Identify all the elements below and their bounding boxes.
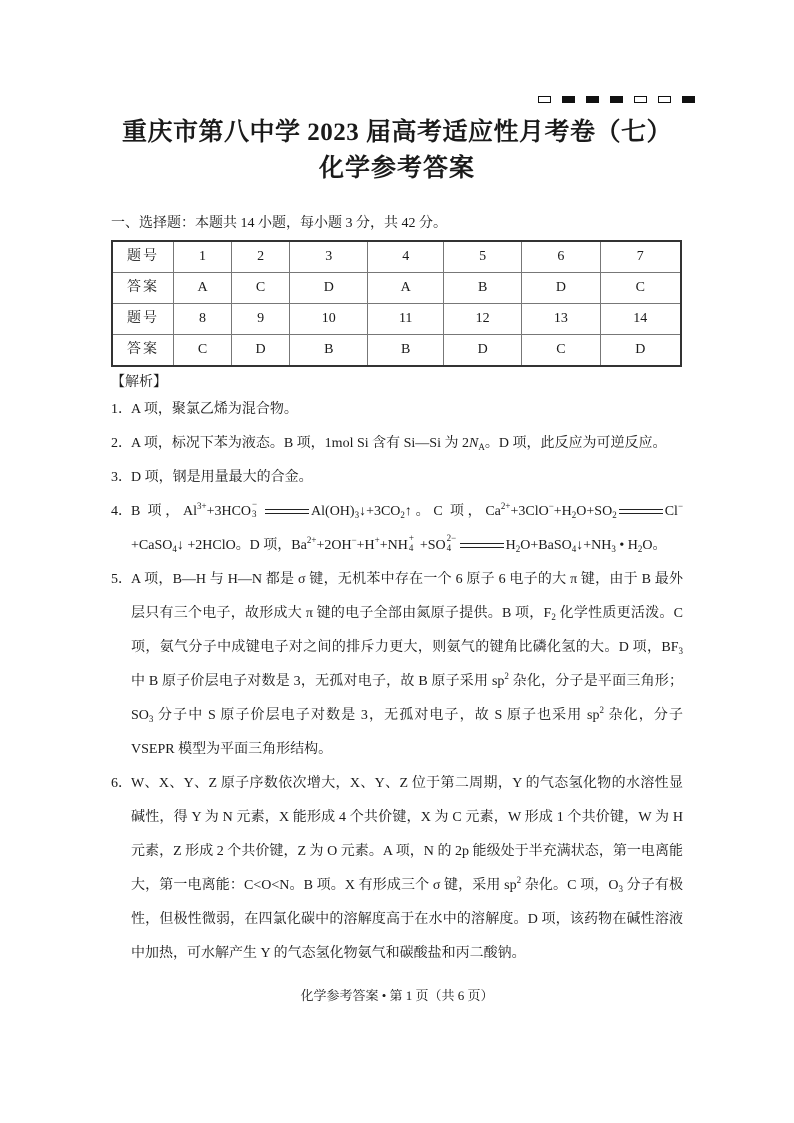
empty-square-mark [538, 96, 551, 103]
filled-square-mark [562, 96, 575, 103]
superscript: 2+ [500, 501, 511, 511]
item-text: O+BaSO [520, 538, 572, 553]
item-text: ↓ +2HClO。D 项，Ba [176, 538, 307, 553]
analysis-item [111, 393, 683, 427]
superscript: − [548, 501, 554, 511]
page-title: 重庆市第八中学 2023 届高考适应性月考卷（七） [121, 119, 672, 146]
equals-sign [265, 509, 309, 514]
subscript: A [478, 442, 485, 452]
item-text: +3ClO [510, 504, 549, 519]
item-text: ↓+3CO [359, 504, 401, 519]
item-text: 分子有极性，但极性微弱，在四氯化碳中的溶解度高于在水中的溶解度。D 项，该药物在碱性溶液中加热，可水解产生 Y 的气态氢化物氨气和碳酸盐和丙二酸钠。 [131, 878, 684, 961]
item-number: 3． [111, 470, 132, 485]
superscript: − [252, 499, 258, 509]
item-text: A 项，聚氯乙烯为混合物。 [131, 402, 298, 417]
table-cell: 9 [232, 304, 290, 335]
subscript: 2 [571, 510, 577, 520]
item-text: 分子中 S 原子价层电子对数是 3，无孤对电子，故 S 原子也采用 sp [153, 708, 600, 723]
subscript: 3 [678, 646, 683, 656]
header-marks [111, 94, 695, 106]
item-text: A 项，标况下苯为液态。B 项，1mol Si 含有 Si—Si 为 2 [131, 436, 469, 451]
table-cell: A [174, 273, 232, 304]
sub-sup-script [251, 499, 263, 519]
sub-sup-script [408, 533, 420, 553]
superscript: + [408, 533, 414, 543]
equals-sign [460, 543, 504, 548]
subscript: 3 [354, 510, 360, 520]
filled-square-mark [682, 96, 695, 103]
row-label: 题号 [112, 304, 174, 335]
subscript: 4 [408, 543, 414, 553]
table-cell: A [368, 273, 444, 304]
subscript: 2 [551, 612, 556, 622]
item-text: A 项，B—H 与 H—N 都是 σ 键，无机苯中存在一个 6 原子 6 电子的大 π 键，由于 B 最外层只有三个电子，故形成大 π 键的电子全部由氮原子提供。B 项，F [131, 572, 683, 621]
table-row [112, 335, 681, 367]
item-text: +SO [419, 538, 446, 553]
item-text: O。 [642, 538, 667, 553]
item-number: 1． [111, 402, 132, 417]
analysis-item [111, 495, 683, 563]
table-row [112, 241, 681, 273]
superscript: 2 [516, 875, 522, 885]
subscript: 4 [571, 544, 577, 554]
row-label: 答案 [112, 335, 174, 367]
table-cell: B [444, 273, 522, 304]
item-text: 杂化。C 项，O [521, 878, 619, 893]
section-heading: 一、选择题：本题共 14 小题，每小题 3 分，共 42 分。 [111, 216, 447, 231]
table-cell: 7 [600, 241, 681, 273]
subscript: 3 [611, 544, 616, 554]
superscript: 2+ [306, 535, 317, 545]
item-number: 6． [111, 776, 132, 791]
subscript: 2 [637, 544, 643, 554]
item-text: +H [356, 538, 375, 553]
table-cell: D [290, 273, 368, 304]
row-label: 答案 [112, 273, 174, 304]
table-cell: 14 [600, 304, 681, 335]
item-text: O+SO [576, 504, 613, 519]
table-cell: B [368, 335, 444, 367]
analysis-item [111, 427, 683, 461]
item-text: • H [615, 538, 638, 553]
item-text: H [505, 538, 516, 553]
superscript: + [374, 535, 380, 545]
item-text: +CaSO [131, 538, 173, 553]
table-cell: 3 [290, 241, 368, 273]
analysis-heading: 【解析】 [111, 375, 167, 390]
table-cell: 6 [522, 241, 600, 273]
subscript: 4 [172, 544, 177, 554]
table-cell: C [600, 273, 681, 304]
superscript: 3+ [196, 501, 207, 511]
superscript: − [677, 501, 684, 511]
analysis-item [111, 563, 683, 767]
table-cell: D [600, 335, 681, 367]
table-cell: 4 [368, 241, 444, 273]
item-text: 杂化，分子是平面三角形；SO [131, 674, 684, 723]
item-text: D 项，钢是用量最大的合金。 [131, 470, 313, 485]
table-cell: C [174, 335, 232, 367]
sub-sup-script [446, 533, 458, 553]
item-number: 4． [111, 504, 132, 519]
item-text: 。D 项，此反应为可逆反应。 [484, 436, 667, 451]
empty-square-mark [634, 96, 647, 103]
page-footer: 化学参考答案 • 第 1 页（共 6 页） [300, 988, 494, 1003]
superscript: − [351, 535, 357, 545]
table-cell: B [290, 335, 368, 367]
item-text: ↑。C 项，Ca [404, 504, 501, 519]
item-number: 2． [111, 436, 132, 451]
table-cell: 2 [232, 241, 290, 273]
italic-symbol: N [468, 436, 479, 451]
table-cell: 1 [174, 241, 232, 273]
equals-sign [619, 509, 663, 514]
subscript: 3 [148, 714, 154, 724]
page-subtitle: 化学参考答案 [318, 155, 475, 182]
subscript: 3 [252, 509, 257, 519]
analysis-item [111, 461, 683, 495]
item-text: Cl [664, 504, 678, 519]
row-label: 题号 [112, 241, 174, 273]
answer-table [111, 240, 682, 367]
table-cell: D [444, 335, 522, 367]
table-cell: 11 [368, 304, 444, 335]
table-cell: 12 [444, 304, 522, 335]
item-text: ↓+NH [576, 538, 612, 553]
page [111, 0, 683, 1025]
item-text: +3HCO [206, 504, 252, 519]
item-number: 5． [111, 572, 132, 587]
subscript: 2 [400, 510, 405, 520]
filled-square-mark [586, 96, 599, 103]
table-cell: 13 [522, 304, 600, 335]
empty-square-mark [658, 96, 671, 103]
table-row [112, 273, 681, 304]
item-text: +NH [379, 538, 408, 553]
table-cell: D [522, 273, 600, 304]
superscript: 2 [504, 671, 509, 681]
analysis-list [111, 393, 683, 971]
table-cell: 10 [290, 304, 368, 335]
subscript: 2 [515, 544, 521, 554]
item-text: W、X、Y、Z 原子序数依次增大，X、Y、Z 位于第二周期，Y 的气态氢化物的水溶性显碱性，得 Y 为 N 元素，X 能形成 4 个共价键，X 为 C 元素，W 形成 1 个共价键，W 为 H 元素，Z 形成 2 个共价键，Z 为 O 元素。A 项，N 的 2p 能级处于半充满状态，第一电离能大，第一电离能：C<O<N。B 项。X 有形成三个 σ 键，采用 sp [131, 776, 683, 893]
item-text: 杂化，分子 VSEPR 模型为平面三角形结构。 [131, 708, 683, 757]
subscript: 2 [612, 510, 617, 520]
table-cell: 5 [444, 241, 522, 273]
filled-square-mark [610, 96, 623, 103]
item-text: 中 B 原子价层电子对数是 3，无孤对电子，故 B 原子采用 sp [131, 674, 505, 689]
item-text: 化学性质更活泼。C 项，氨气分子中成键电子对之间的排斥力更大，则氨气的键角比磷化氢的大。D 项，BF [131, 606, 683, 655]
superscript: 2− [446, 533, 457, 543]
item-text: Al(OH) [311, 504, 355, 519]
table-cell: C [522, 335, 600, 367]
item-text: +2OH [316, 538, 352, 553]
table-cell: 8 [174, 304, 232, 335]
table-cell: C [232, 273, 290, 304]
superscript: 2 [599, 705, 604, 715]
analysis-item [111, 767, 683, 971]
item-text: B 项，Al [131, 504, 197, 519]
subscript: 4 [446, 543, 452, 553]
item-text: +H [553, 504, 572, 519]
table-row [112, 304, 681, 335]
subscript: 3 [618, 884, 623, 894]
table-cell: D [232, 335, 290, 367]
